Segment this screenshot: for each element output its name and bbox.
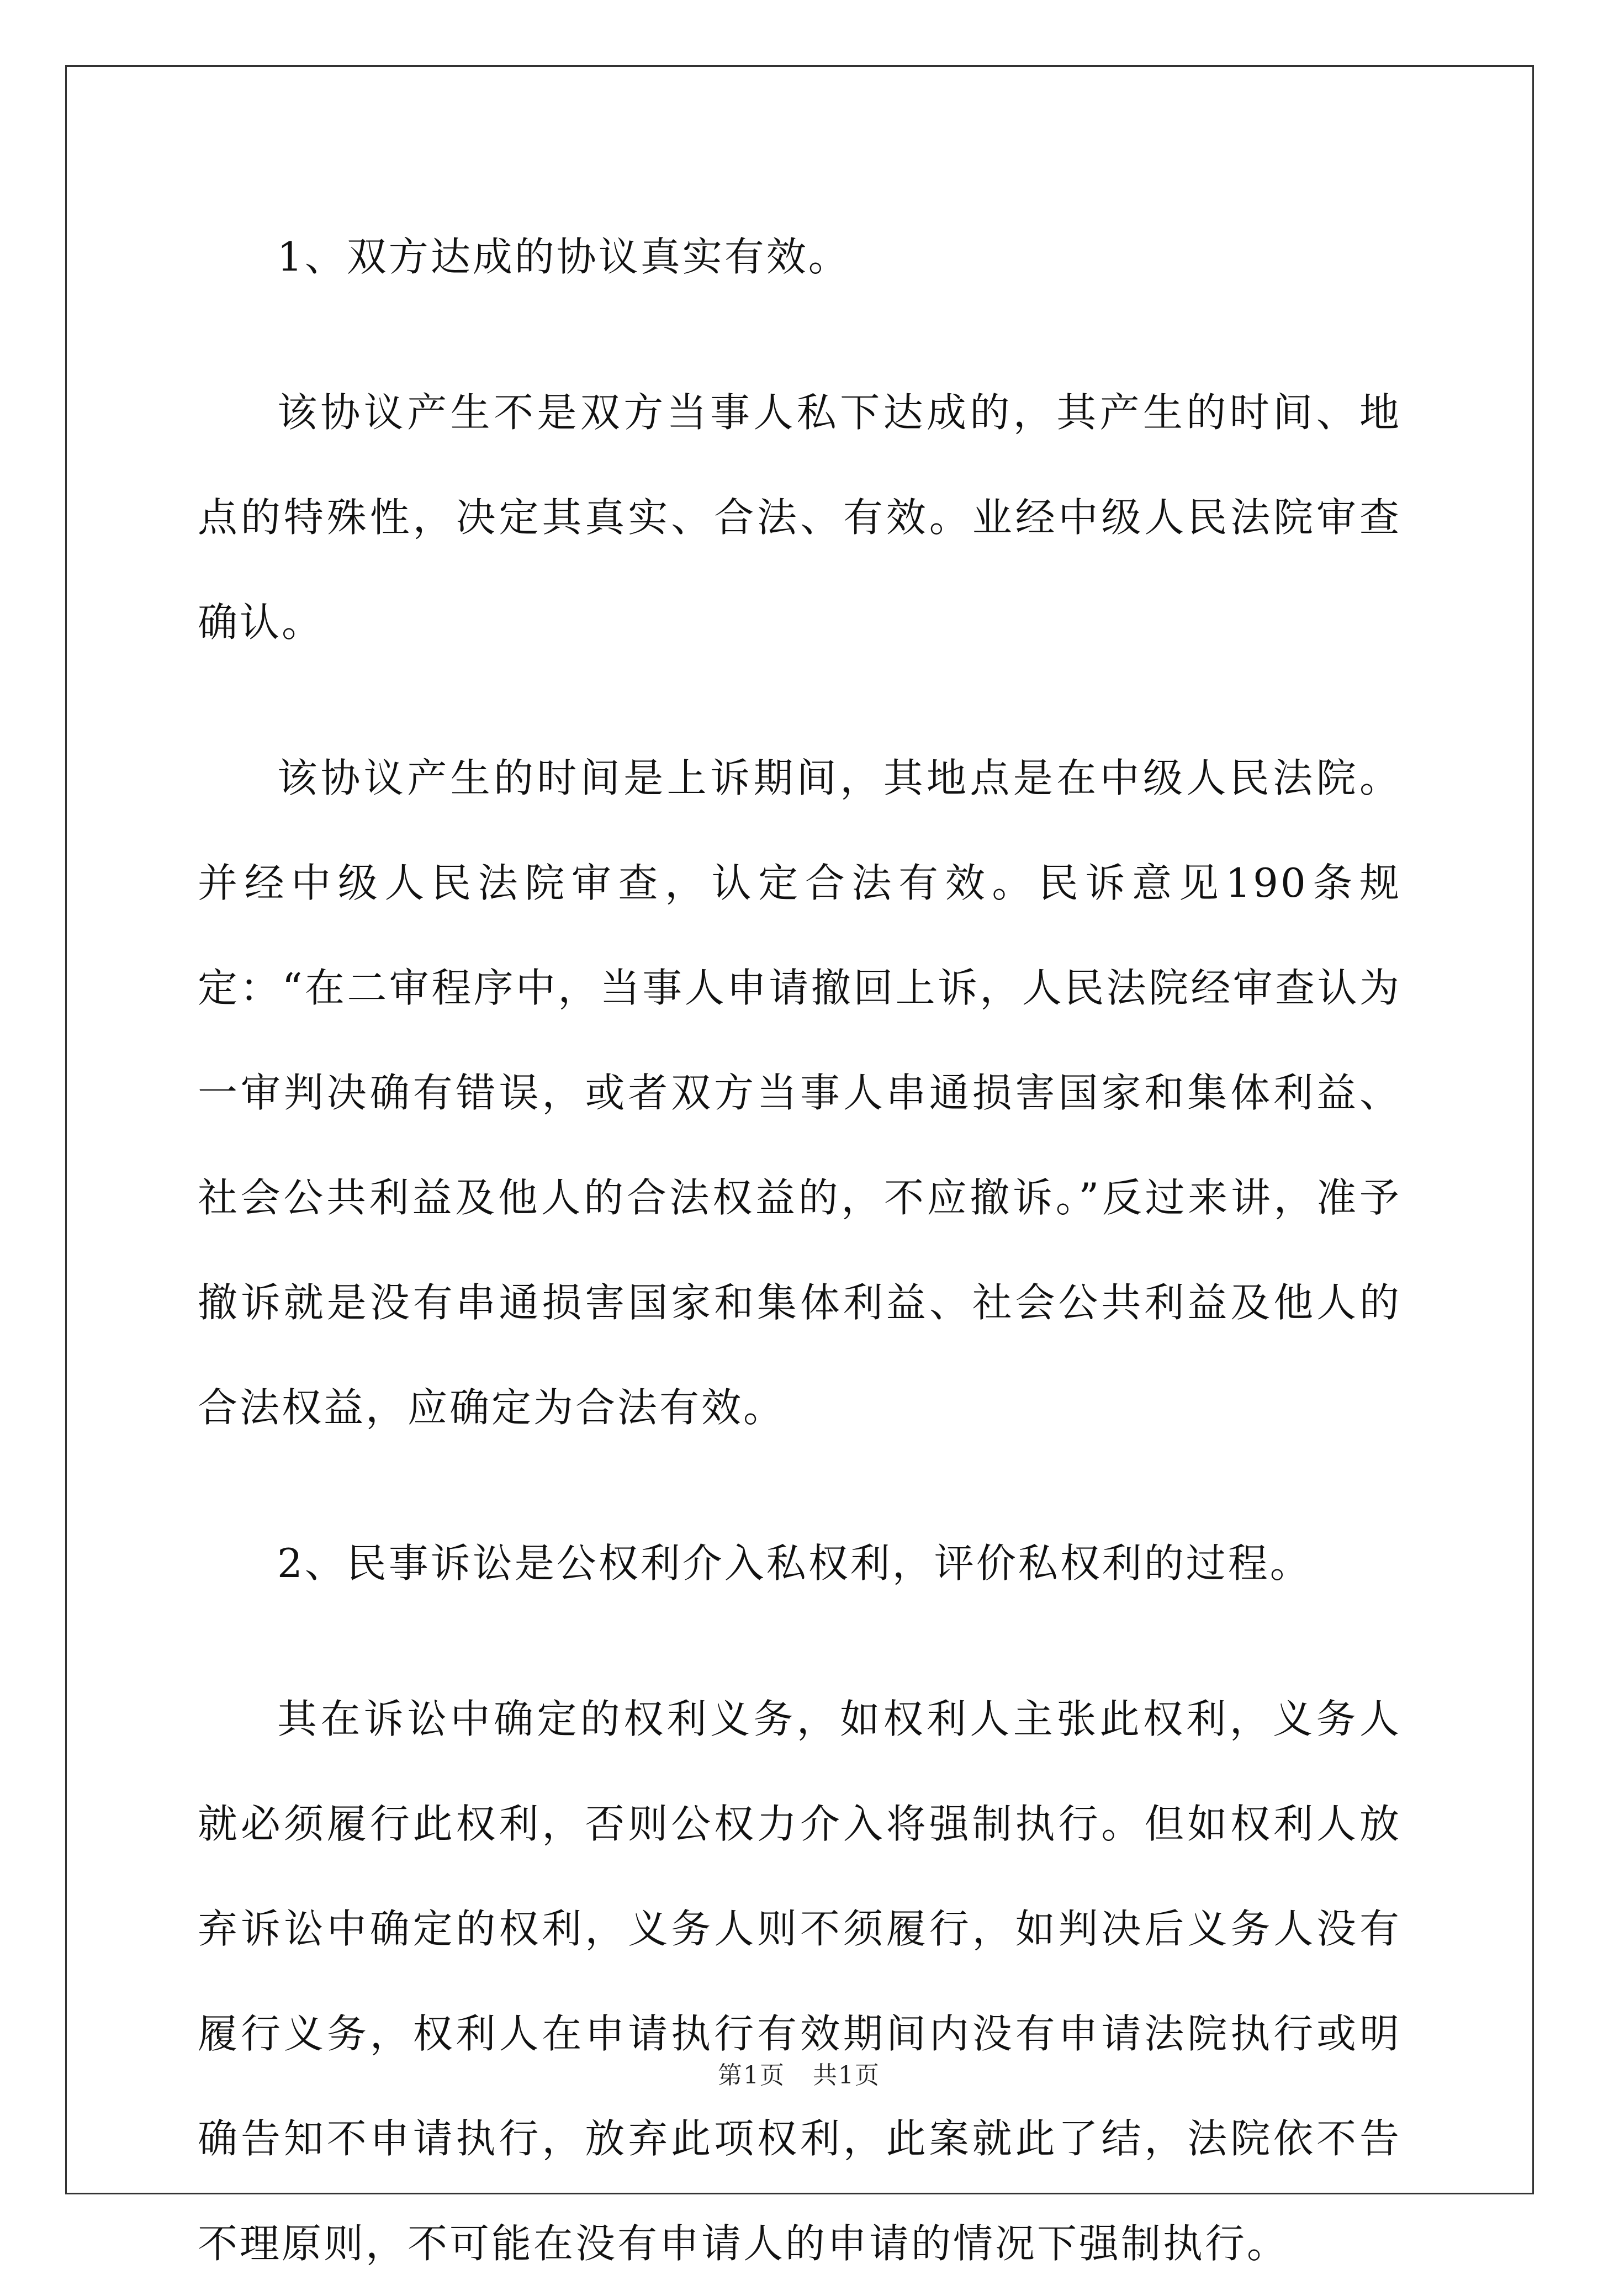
paragraph: 该协议产生不是双方当事人私下达成的，其产生的时间、地点的特殊性，决定其真实、合法、有效。业经中级人民法院审查确认。 xyxy=(198,389,1401,646)
page-number: 第1页 xyxy=(718,2061,785,2089)
document-body xyxy=(198,204,1401,2296)
paragraph: 1、双方达成的协议真实有效。 xyxy=(277,234,850,280)
paragraph: 其在诉讼中确定的权利义务，如权利人主张此权利，义务人就必须履行此权利，否则公权力介入将强制执行。但如权利人放弃诉讼中确定的权利，义务人则不须履行，如判决后义务人没有履行义务，权利人在申请执行有效期间内没有申请法院执行或明确告知不申请执行，放弃此项权利，此案就此了结，法院依不告不理原则，不可能在没有申请人的申请的情况下强制执行。 xyxy=(198,1696,1401,2267)
page-footer xyxy=(0,2055,1598,2091)
paragraph: 2、民事诉讼是公权利介入私权利，评价私权利的过程。 xyxy=(277,1540,1312,1586)
page-total: 共1页 xyxy=(813,2061,880,2089)
paragraph: 该协议产生的时间是上诉期间，其地点是在中级人民法院。并经中级人民法院审查，认定合法有效。民诉意见190条规定：“在二审程序中，当事人申请撤回上诉，人民法院经审查认为一审判决确有错误，或者双方当事人串通损害国家和集体利益、社会公共利益及他人的合法权益的，不应撤诉。”反过来讲，准予撤诉就是没有串通损害国家和集体利益、社会公共利益及他人的合法权益，应确定为合法有效。 xyxy=(198,755,1401,1431)
